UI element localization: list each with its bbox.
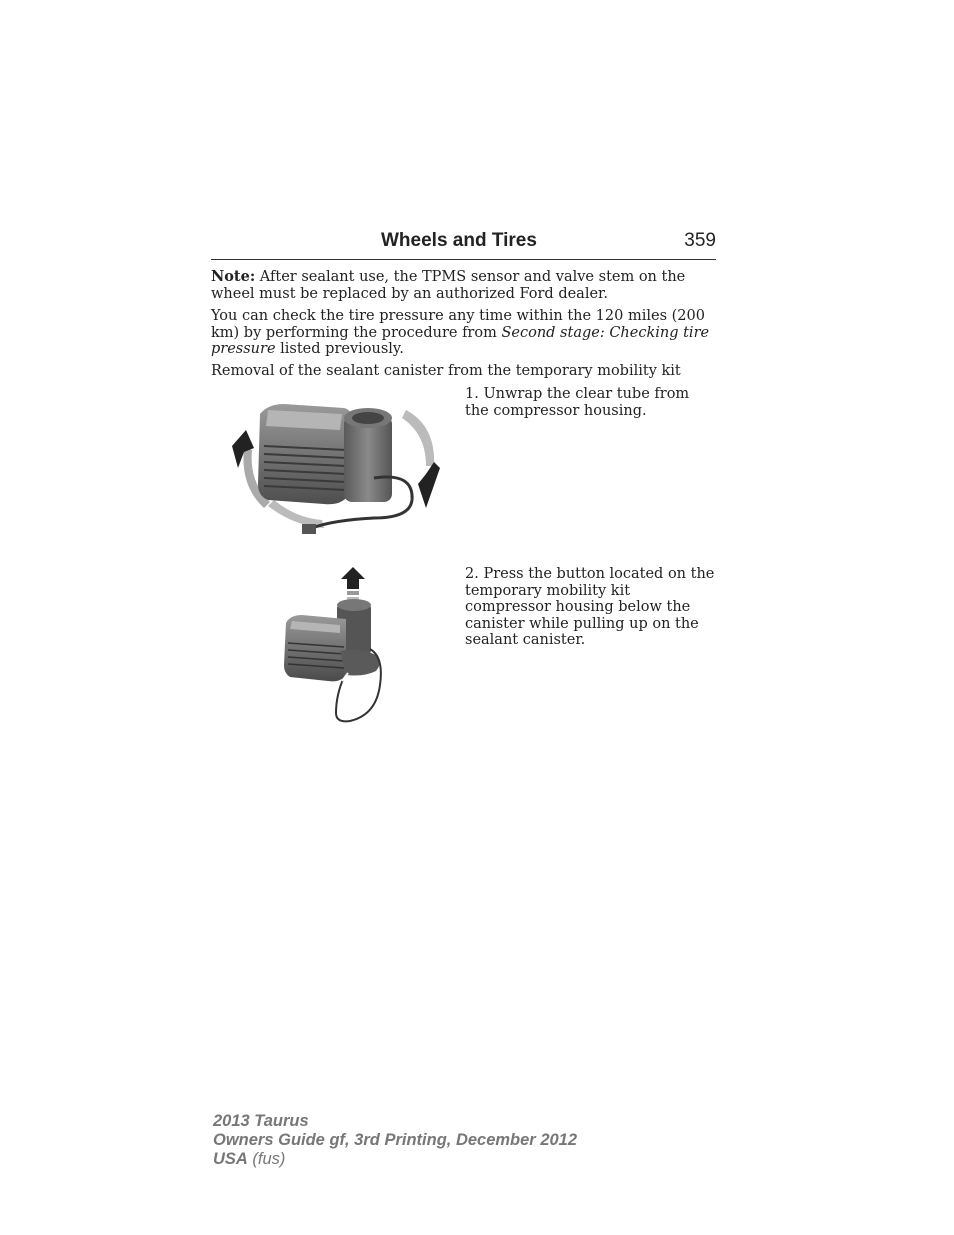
removal-heading: Removal of the sealant canister from the temporary mobility kit [211,363,681,379]
page-footer [213,1112,577,1169]
note-label: Note: [211,268,256,285]
section-title: Wheels and Tires [381,230,537,251]
page-number: 359 [684,230,716,251]
page-header [211,226,716,260]
note-paragraph [211,269,716,302]
check-reference: Second stage: Checking tire pressure [211,324,710,357]
footer-edition: Owners Guide gf, 3rd Printing, December 2012 [213,1131,578,1149]
footer-region-code: (fus) [247,1150,286,1168]
step-1-text: 1. Unwrap the clear tube from the compressor housing. [465,386,690,419]
check-text-2: listed previously. [275,341,404,357]
note-text: After sealant use, the TPMS sensor and valve stem on the wheel must be replaced by an authorized Ford dealer. [211,269,686,302]
footer-region: USA [213,1150,248,1168]
check-text-1: You can check the tire pressure any time within the 120 miles (200 km) by performing the procedure from [211,308,705,341]
check-pressure-paragraph [211,308,716,358]
footer-model: 2013 Taurus [213,1112,309,1130]
step-2-text: 2. Press the button located on the temporary mobility kit compressor housing below the canister while pulling up on the sealant canister. [465,566,715,648]
compressor-unwrap-figure [224,396,444,542]
canister-removal-figure [280,565,400,730]
